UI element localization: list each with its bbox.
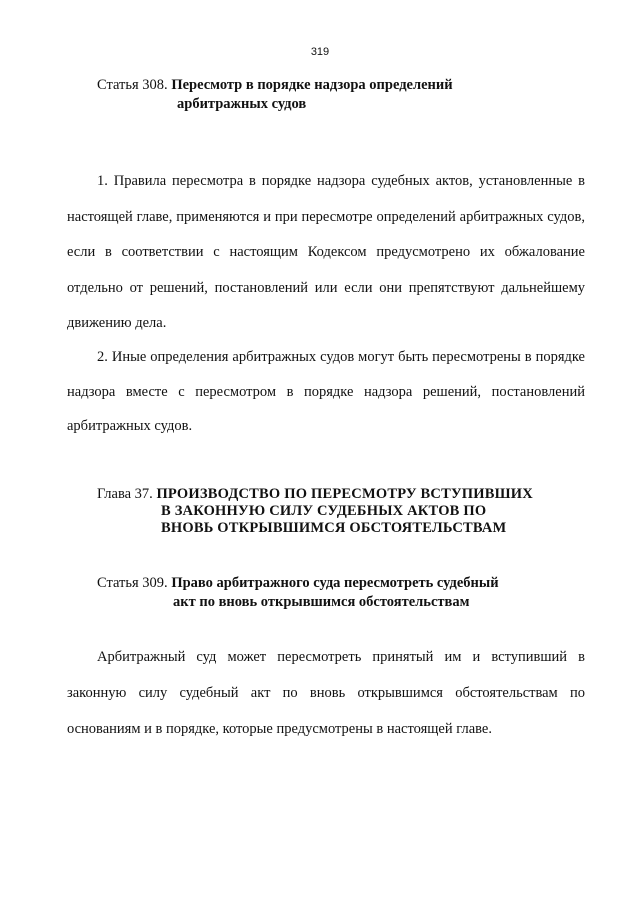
article-308-title-line-1: Пересмотр в порядке надзора определений — [171, 77, 453, 93]
article-309-paragraph-1: Арбитражный суд может пересмотреть принятый им и вступивший в законную силу судебный акт по вновь открывшимся обстоятельствам по основаниям и в порядке, которые предусмотрены в настоящей главе. — [67, 649, 585, 737]
chapter-37-title-line-2: В ЗАКОННУЮ СИЛУ СУДЕБНЫХ АКТОВ ПО — [161, 503, 487, 519]
chapter-37-title-line-3: ВНОВЬ ОТКРЫВШИМСЯ ОБСТОЯТЕЛЬСТВАМ — [161, 520, 507, 536]
article-309-title-line-2: акт по вновь открывшимся обстоятельствам — [173, 594, 470, 610]
article-308-title-line-2: арбитражных судов — [177, 96, 307, 112]
article-308-prefix: Статья 308. — [97, 77, 168, 93]
chapter-37-prefix: Глава 37. — [97, 486, 153, 502]
chapter-37-heading — [97, 486, 533, 537]
article-308-paragraph-1: 1. Правила пересмотра в порядке надзора судебных актов, установленные в настоящей главе, применяются и при пересмотре определений арбитражных судов, если в соответствии с настоящим Кодексом предусмотрено их обжалование отдельно от решений, постановлений или если они препятствуют дальнейшему движению дела. — [67, 173, 585, 331]
article-309-heading — [97, 574, 499, 612]
article-309-title-line-1: Право арбитражного суда пересмотреть судебный — [171, 575, 499, 591]
article-308-heading — [97, 76, 453, 114]
page-number: 319 — [310, 46, 330, 58]
article-309-prefix: Статья 309. — [97, 575, 168, 591]
article-308-paragraph-2: 2. Иные определения арбитражных судов могут быть пересмотрены в порядке надзора вместе с пересмотром в порядке надзора решений, постановлений арбитражных судов. — [67, 349, 585, 434]
chapter-37-title-line-1: ПРОИЗВОДСТВО ПО ПЕРЕСМОТРУ ВСТУПИВШИХ — [156, 486, 533, 502]
